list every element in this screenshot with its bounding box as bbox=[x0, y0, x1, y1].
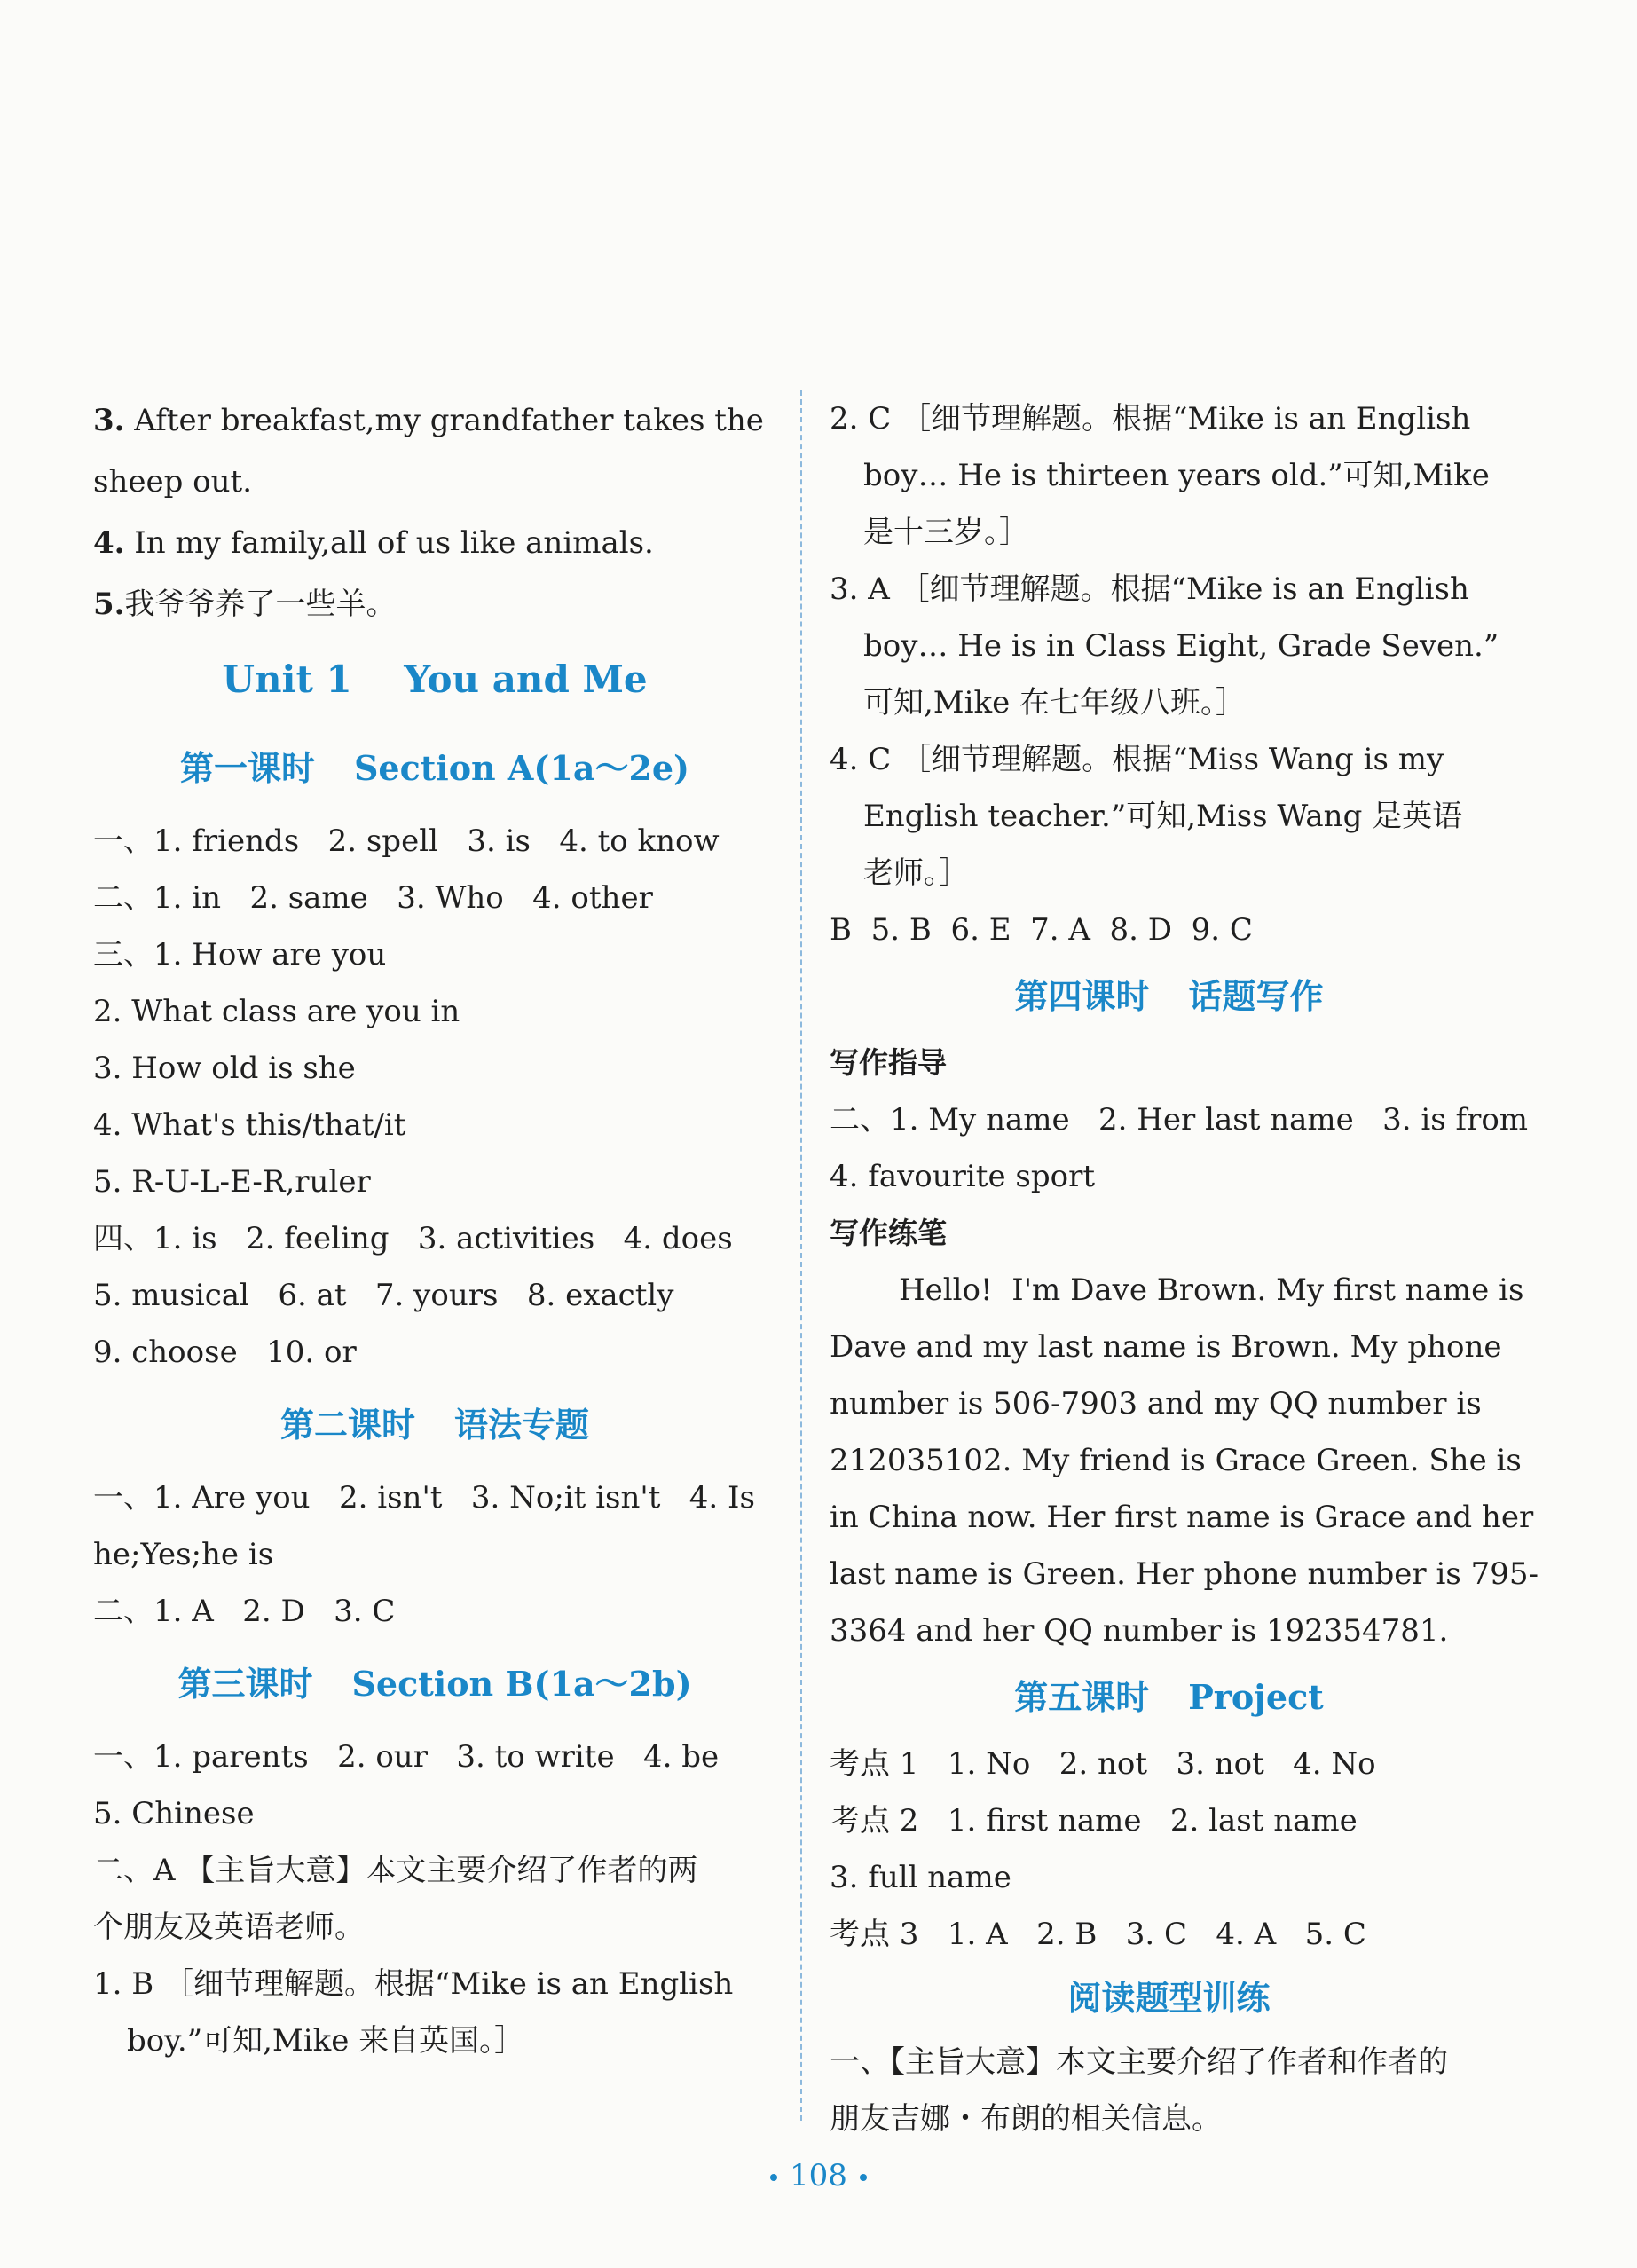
essay-line: 3364 and her QQ number is 192354781. bbox=[830, 1613, 1449, 1649]
answer-line: 三、1. How are you bbox=[93, 937, 387, 973]
answer-line: 4. What's this/that/it bbox=[93, 1107, 406, 1143]
answer-line: 个朋友及英语老师。 bbox=[93, 1910, 365, 1945]
column-divider bbox=[800, 390, 802, 2121]
answer-line: 5. musical 6. at 7. yours 8. exactly bbox=[93, 1278, 674, 1313]
answer-line: he;Yes;he is bbox=[93, 1537, 274, 1572]
answer-line: 四、1. is 2. feeling 3. activities 4. does bbox=[93, 1221, 733, 1256]
answer-line: 一、【主旨大意】本文主要介绍了作者和作者的 bbox=[830, 2044, 1448, 2080]
lesson-title-3: 第三课时 Section B(1a～2b) bbox=[177, 1664, 692, 1704]
answer-line: 3. How old is she bbox=[93, 1051, 356, 1086]
page-number: 108 bbox=[0, 2158, 1637, 2193]
answer-line: 3. full name bbox=[830, 1860, 1011, 1895]
answer-line: 9. choose 10. or bbox=[93, 1335, 357, 1370]
answer-line: 二、1. in 2. same 3. Who 4. other bbox=[93, 880, 653, 916]
unit-title: Unit 1 You and Me bbox=[222, 658, 648, 701]
answer-line: 二、A 【主旨大意】本文主要介绍了作者的两 bbox=[93, 1853, 698, 1888]
answer-line: 一、1. friends 2. spell 3. is 4. to know bbox=[93, 823, 720, 859]
lesson-title-2: 第二课时 语法专题 bbox=[279, 1406, 590, 1445]
answer-line: 1. B ［细节理解题。根据“Mike is an English bbox=[93, 1966, 734, 2002]
answer-line: 考点 3 1. A 2. B 3. C 4. A 5. C bbox=[830, 1917, 1366, 1952]
essay-line: number is 506-7903 and my QQ number is bbox=[830, 1386, 1482, 1421]
answer-line: 可知,Mike 在七年级八班。］ bbox=[863, 685, 1247, 721]
dot-icon bbox=[860, 2174, 867, 2181]
writing-guide-label: 写作指导 bbox=[830, 1045, 947, 1080]
essay-line: Hello! I'm Dave Brown. My first name is bbox=[899, 1272, 1524, 1308]
left-column bbox=[93, 390, 776, 2069]
essay-line: 212035102. My friend is Grace Green. She is bbox=[830, 1443, 1522, 1478]
dot-icon bbox=[770, 2174, 777, 2181]
answer-line: 4. C ［细节理解题。根据“Miss Wang is my bbox=[830, 742, 1444, 777]
answer-line: boy… He is in Class Eight, Grade Seven.” bbox=[863, 628, 1499, 664]
answer-line: 考点 1 1. No 2. not 3. not 4. No bbox=[830, 1746, 1376, 1782]
lesson-title-1: 第一课时 Section A(1a～2e) bbox=[179, 748, 690, 788]
reading-title: 阅读题型训练 bbox=[1067, 1979, 1271, 2018]
answer-line: 朋友吉娜・布朗的相关信息。 bbox=[830, 2101, 1222, 2137]
answer-line: B 5. B 6. E 7. A 8. D 9. C bbox=[830, 912, 1253, 948]
answer-line: 考点 2 1. first name 2. last name bbox=[830, 1803, 1358, 1839]
answer-line: 5. Chinese bbox=[93, 1796, 255, 1831]
answer-line: 3. A ［细节理解题。根据“Mike is an English bbox=[830, 571, 1469, 607]
answer-line: 一、1. parents 2. our 3. to write 4. be bbox=[93, 1739, 720, 1775]
answer-line: 是十三岁。］ bbox=[863, 515, 1029, 550]
answer-line: 2. What class are you in bbox=[93, 994, 460, 1029]
answer-line: boy.”可知,Mike 来自英国。］ bbox=[127, 2023, 525, 2059]
lesson-title-5: 第五课时 Project bbox=[1014, 1677, 1324, 1717]
answer-line: 4. In my family,all of us like animals. bbox=[93, 525, 654, 561]
answer-line: 5.我爷爷养了一些羊。 bbox=[93, 587, 397, 622]
lesson-title-4: 第四课时 话题写作 bbox=[1014, 977, 1324, 1016]
answer-line: 5. R-U-L-E-R,ruler bbox=[93, 1164, 371, 1200]
answer-line: sheep out. bbox=[93, 464, 252, 500]
answer-line: 一、1. Are you 2. isn't 3. No;it isn't 4. Is bbox=[93, 1480, 755, 1516]
essay-line: last name is Green. Her phone number is 795- bbox=[830, 1556, 1539, 1592]
writing-practice-label: 写作练笔 bbox=[830, 1216, 947, 1250]
answer-line: 二、1. A 2. D 3. C bbox=[93, 1594, 396, 1629]
answer-line: English teacher.”可知,Miss Wang 是英语 bbox=[863, 799, 1463, 834]
answer-line: boy… He is thirteen years old.”可知,Mike bbox=[863, 458, 1490, 493]
answer-line: 二、1. My name 2. Her last name 3. is from bbox=[830, 1102, 1529, 1138]
answer-line: 3. After breakfast,my grandfather takes the bbox=[93, 403, 764, 438]
answer-line: 老师。］ bbox=[863, 855, 969, 891]
essay-line: Dave and my last name is Brown. My phone bbox=[830, 1329, 1502, 1365]
answer-line: 2. C ［细节理解题。根据“Mike is an English bbox=[830, 401, 1471, 437]
essay-line: in China now. Her first name is Grace and her bbox=[830, 1500, 1534, 1535]
answer-line: 4. favourite sport bbox=[830, 1159, 1095, 1194]
right-column bbox=[830, 390, 1539, 2147]
